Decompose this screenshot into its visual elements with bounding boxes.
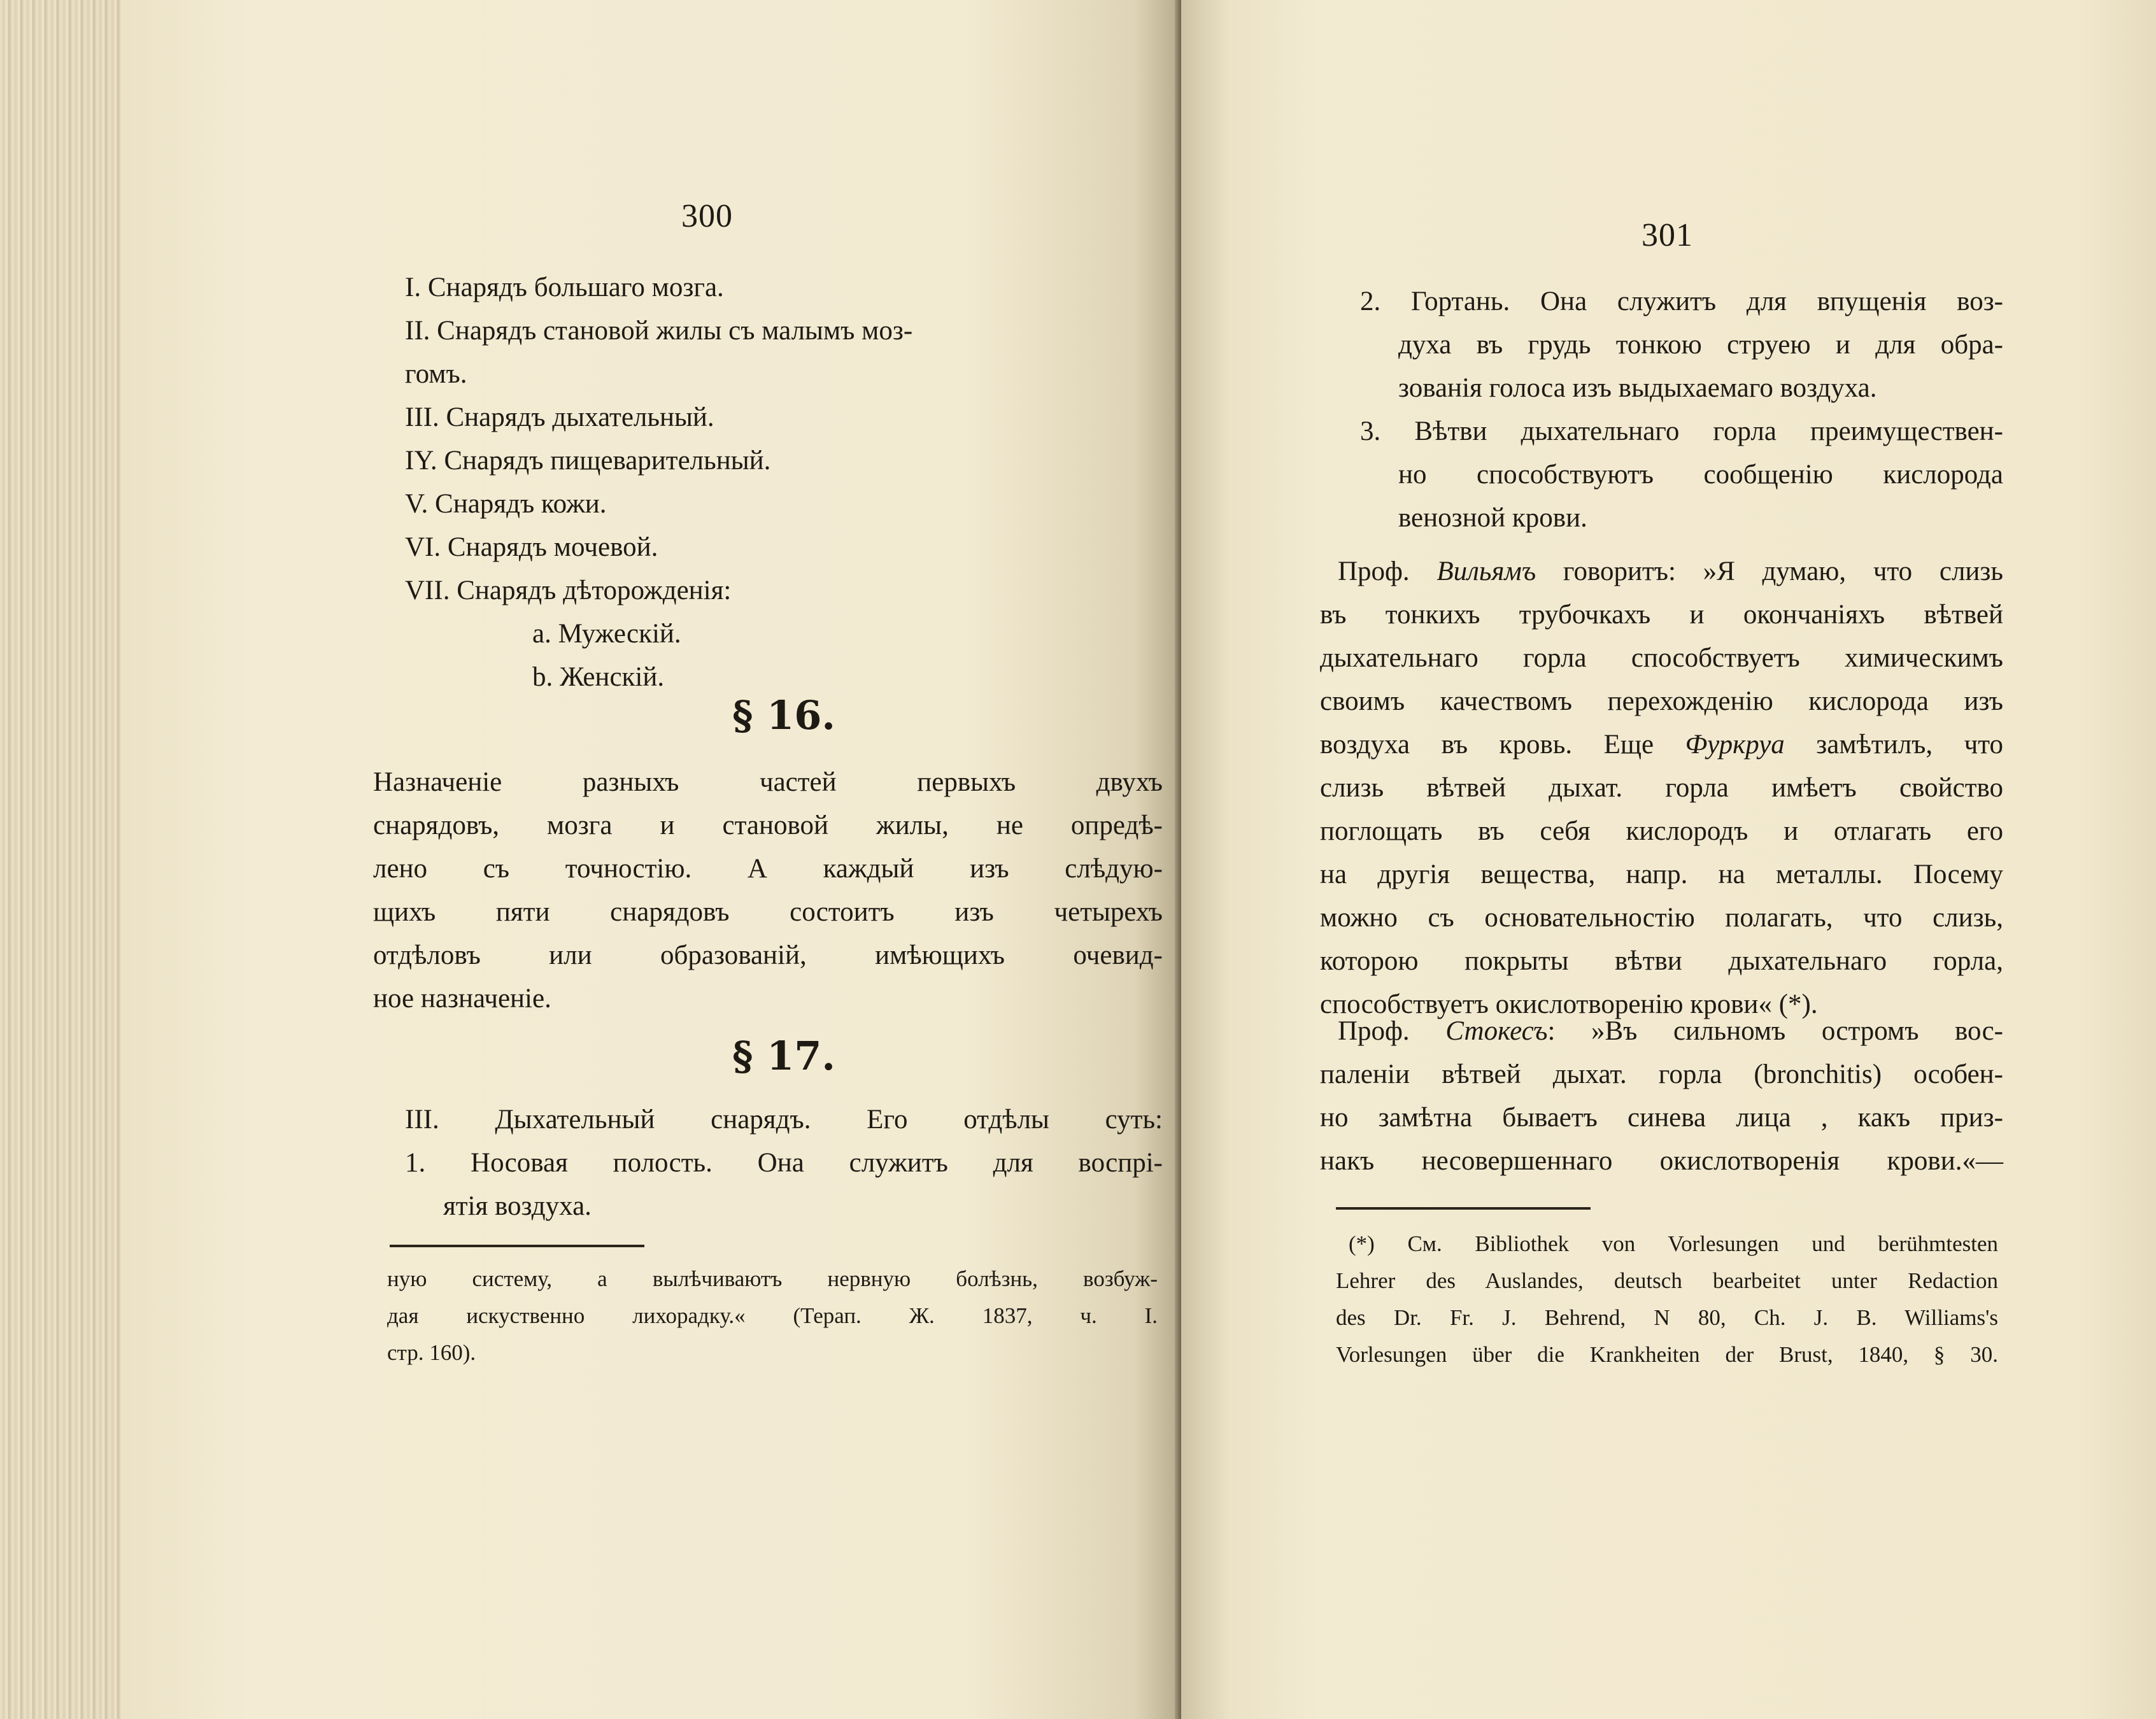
- section-heading-16: § 16.: [732, 692, 835, 739]
- section-heading-17: § 17.: [732, 1033, 835, 1079]
- prof-label: Проф.: [1338, 1016, 1410, 1046]
- footnote-line: Vorlesungen über die Krankheiten der Brust, 1840, § 30.: [1336, 1342, 1998, 1367]
- text-line: [1320, 550, 2003, 593]
- text-line: поглощать въ себя кислородъ и отлагать его: [1320, 816, 2003, 846]
- footnote-line: Lehrer des Auslandes, deutsch bearbeitet unter Redaction: [1336, 1268, 1998, 1293]
- text-line: которою покрыты вѣтви дыхательнаго горла,: [1320, 946, 2003, 976]
- list-item: II. Снарядъ становой жилы съ малымъ моз-: [405, 316, 913, 346]
- author-name-stokes: Стокесъ: [1445, 1016, 1548, 1046]
- paragraph-williams: [1320, 550, 2003, 1026]
- page-number-right: 301: [1642, 217, 1693, 253]
- text-line: паленіи вѣтвей дыхат. горла (bronchitis) особен-: [1320, 1059, 2003, 1089]
- text-line: но замѣтна бываетъ синева лица , какъ приз-: [1320, 1103, 2003, 1133]
- page-number-left: 300: [681, 198, 733, 234]
- apparatus-list: [405, 266, 1163, 699]
- text-line: своимъ качествомъ перехожденію кислорода изъ: [1320, 686, 2003, 716]
- text-line: отдѣловъ или образованій, имѣющихъ очевид-: [373, 940, 1163, 970]
- list-item: VI. Снарядъ мочевой.: [405, 532, 658, 562]
- right-page: [1181, 0, 2156, 1719]
- list-continuation: [1360, 280, 2003, 540]
- footnote-line: des Dr. Fr. J. Behrend, N 80, Ch. J. B. Williams's: [1336, 1305, 1998, 1330]
- text-line: ное назначеніе.: [373, 984, 551, 1014]
- text-line: на другія вещества, напр. на металлы. Посему: [1320, 860, 2003, 889]
- list-item: b. Женскій.: [532, 662, 665, 692]
- text-span: : »Въ сильномъ остромъ вос-: [1547, 1016, 2003, 1046]
- text-line: [1320, 723, 2003, 767]
- author-name-williams: Вильямъ: [1436, 556, 1536, 586]
- footnote-rule: [1336, 1207, 1591, 1210]
- prof-label: Проф.: [1338, 556, 1410, 586]
- text-line: 3. Вѣтви дыхательнаго горла преимуществен-: [1360, 416, 2003, 446]
- footnote-left: [387, 1261, 1158, 1371]
- text-line: способствуетъ окислотворенію крови« (*).: [1320, 989, 1818, 1019]
- footnote-line: дая искуственно лихорадку.« (Терап. Ж. 1837, ч. I.: [387, 1303, 1158, 1328]
- text-line: Назначеніе разныхъ частей первыхъ двухъ: [373, 767, 1163, 797]
- text-line: въ тонкихъ трубочкахъ и окончаніяхъ вѣтвей: [1320, 600, 2003, 630]
- list-item: гомъ.: [405, 359, 467, 389]
- list-item: I. Снарядъ большаго мозга.: [405, 272, 724, 302]
- text-line: лено съ точностію. А каждый изъ слѣдую-: [373, 854, 1163, 884]
- text-line: венозной крови.: [1398, 503, 1587, 533]
- text-line: можно съ основательностію полагать, что слизь,: [1320, 903, 2003, 933]
- text-line: [1320, 1010, 2003, 1053]
- text-line: снарядовъ, мозга и становой жилы, не опредѣ-: [373, 810, 1163, 840]
- author-name-fourcroy: Фуркруа: [1685, 730, 1785, 760]
- left-page: [121, 0, 1178, 1719]
- list-item: V. Снарядъ кожи.: [405, 489, 607, 519]
- text-span: замѣтилъ, что: [1784, 730, 2003, 760]
- list-item: a. Мужескій.: [532, 619, 681, 649]
- text-line: ятія воздуха.: [443, 1191, 592, 1221]
- text-span: воздуха въ кровь. Еще: [1320, 730, 1654, 760]
- text-line: III. Дыхательный снарядъ. Его отдѣлы суть:: [405, 1105, 1163, 1135]
- paragraph-stokes: [1320, 1010, 2003, 1183]
- text-line: слизь вѣтвей дыхат. горла имѣетъ свойство: [1320, 773, 2003, 803]
- footnote-line: (*) См. Bibliothek von Vorlesungen und berühmtesten: [1349, 1231, 1998, 1256]
- text-line: накъ несовершеннаго окислотворенія крови.«—: [1320, 1146, 2003, 1176]
- footnote-line: ную систему, а вылѣчиваютъ нервную болѣзнь, возбуж-: [387, 1266, 1158, 1291]
- list-item: IY. Снарядъ пищеварительный.: [405, 446, 771, 476]
- paragraph-section-17: [405, 1098, 1163, 1228]
- footnote-right: [1336, 1226, 1998, 1373]
- text-line: духа въ грудь тонкою струею и для обра-: [1398, 330, 2003, 360]
- footnote-rule: [390, 1245, 644, 1247]
- text-line: но способствуютъ сообщенію кислорода: [1398, 460, 2003, 490]
- text-line: 2. Гортань. Она служитъ для впущенія воз-: [1360, 286, 2003, 316]
- list-item: VII. Снарядъ дѣторожденія:: [405, 576, 732, 605]
- paragraph-section-16: [373, 761, 1163, 1021]
- list-item: III. Снарядъ дыхательный.: [405, 402, 714, 432]
- text-line: зованія голоса изъ выдыхаемаго воздуха.: [1398, 373, 1877, 403]
- page-edges: [0, 0, 121, 1719]
- text-line: дыхательнаго горла способствуетъ химическимъ: [1320, 643, 2003, 673]
- text-line: щихъ пяти снарядовъ состоитъ изъ четырехъ: [373, 897, 1163, 927]
- text-line: 1. Носовая полость. Она служитъ для воспрі-: [405, 1148, 1163, 1178]
- footnote-line: стр. 160).: [387, 1340, 476, 1365]
- text-span: говоритъ: »Я думаю, что слизь: [1536, 556, 2004, 586]
